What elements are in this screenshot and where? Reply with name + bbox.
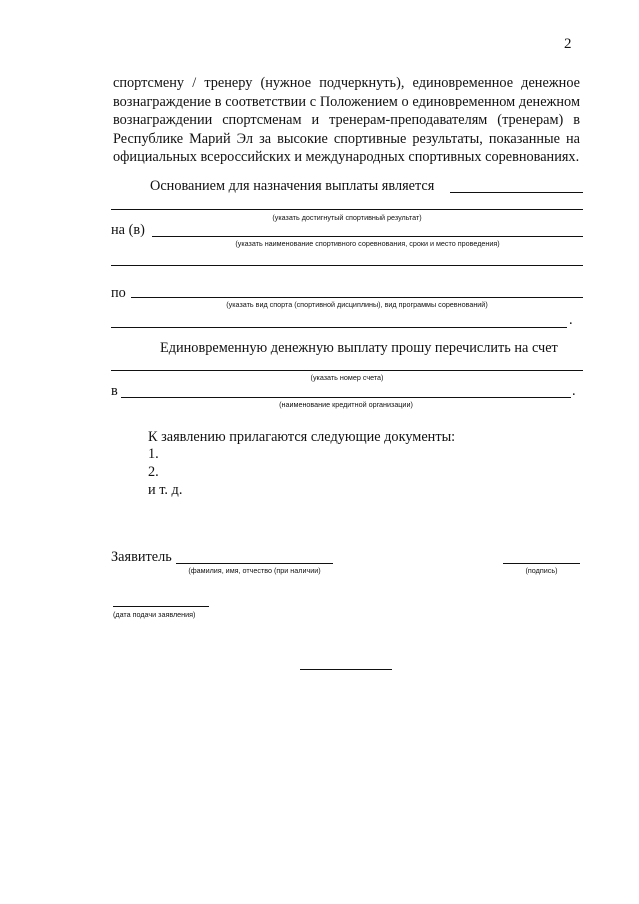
doc-item-etc: и т. д. [148, 482, 183, 498]
caption-fio: (фамилия, имя, отчество (при наличии) [188, 566, 321, 575]
doc-item-2: 2. [148, 464, 159, 480]
po-label: по [111, 285, 126, 301]
basis-line[interactable] [450, 192, 583, 193]
caption-account: (указать номер счета) [310, 373, 384, 382]
fio-line[interactable] [176, 563, 333, 564]
caption-sport: (указать вид спорта (спортивной дисциплины), вид программы соревнований) [226, 300, 488, 309]
caption-bank: (наименование кредитной организации) [279, 400, 413, 409]
competition-line[interactable] [152, 236, 583, 237]
result-line[interactable] [111, 209, 583, 210]
bank-line[interactable] [121, 397, 571, 398]
sport-line-2[interactable] [111, 327, 567, 328]
competition-line-2[interactable] [111, 265, 583, 266]
page-number: 2 [564, 36, 572, 52]
doc-item-1: 1. [148, 446, 159, 462]
end-separator [300, 669, 392, 670]
caption-date: (дата подачи заявления) [113, 610, 196, 619]
account-line[interactable] [111, 370, 583, 371]
signature-line[interactable] [503, 563, 580, 564]
caption-signature: (подпись) [525, 566, 558, 575]
bank-period: . [572, 383, 576, 399]
applicant-label: Заявитель [111, 549, 172, 565]
na-v-label: на (в) [111, 222, 145, 238]
caption-competition: (указать наименование спортивного соревнования, сроки и место проведения) [235, 239, 500, 248]
documents-header: К заявлению прилагаются следующие документы: [148, 429, 456, 445]
basis-label: Основанием для назначения выплаты является [150, 178, 435, 194]
sport-period: . [569, 312, 573, 328]
sport-line[interactable] [131, 297, 583, 298]
date-line[interactable] [113, 606, 209, 607]
v-label: в [111, 383, 118, 399]
caption-result: (указать достигнутый спортивный результат) [272, 213, 422, 222]
intro-paragraph: спортсмену / тренеру (нужное подчеркнуть), единовременное денежное вознаграждение в соответствии с Положением о единовременном денежном вознаграждении спортсменам и тренерам-преподавателям (тренерам) в Республике Марий Эл за высокие спортивные результаты, показанные на официальных всероссийских и международных спортивных соревнованиях. [113, 75, 580, 166]
payment-label: Единовременную денежную выплату прошу перечислить на счет [160, 340, 558, 356]
